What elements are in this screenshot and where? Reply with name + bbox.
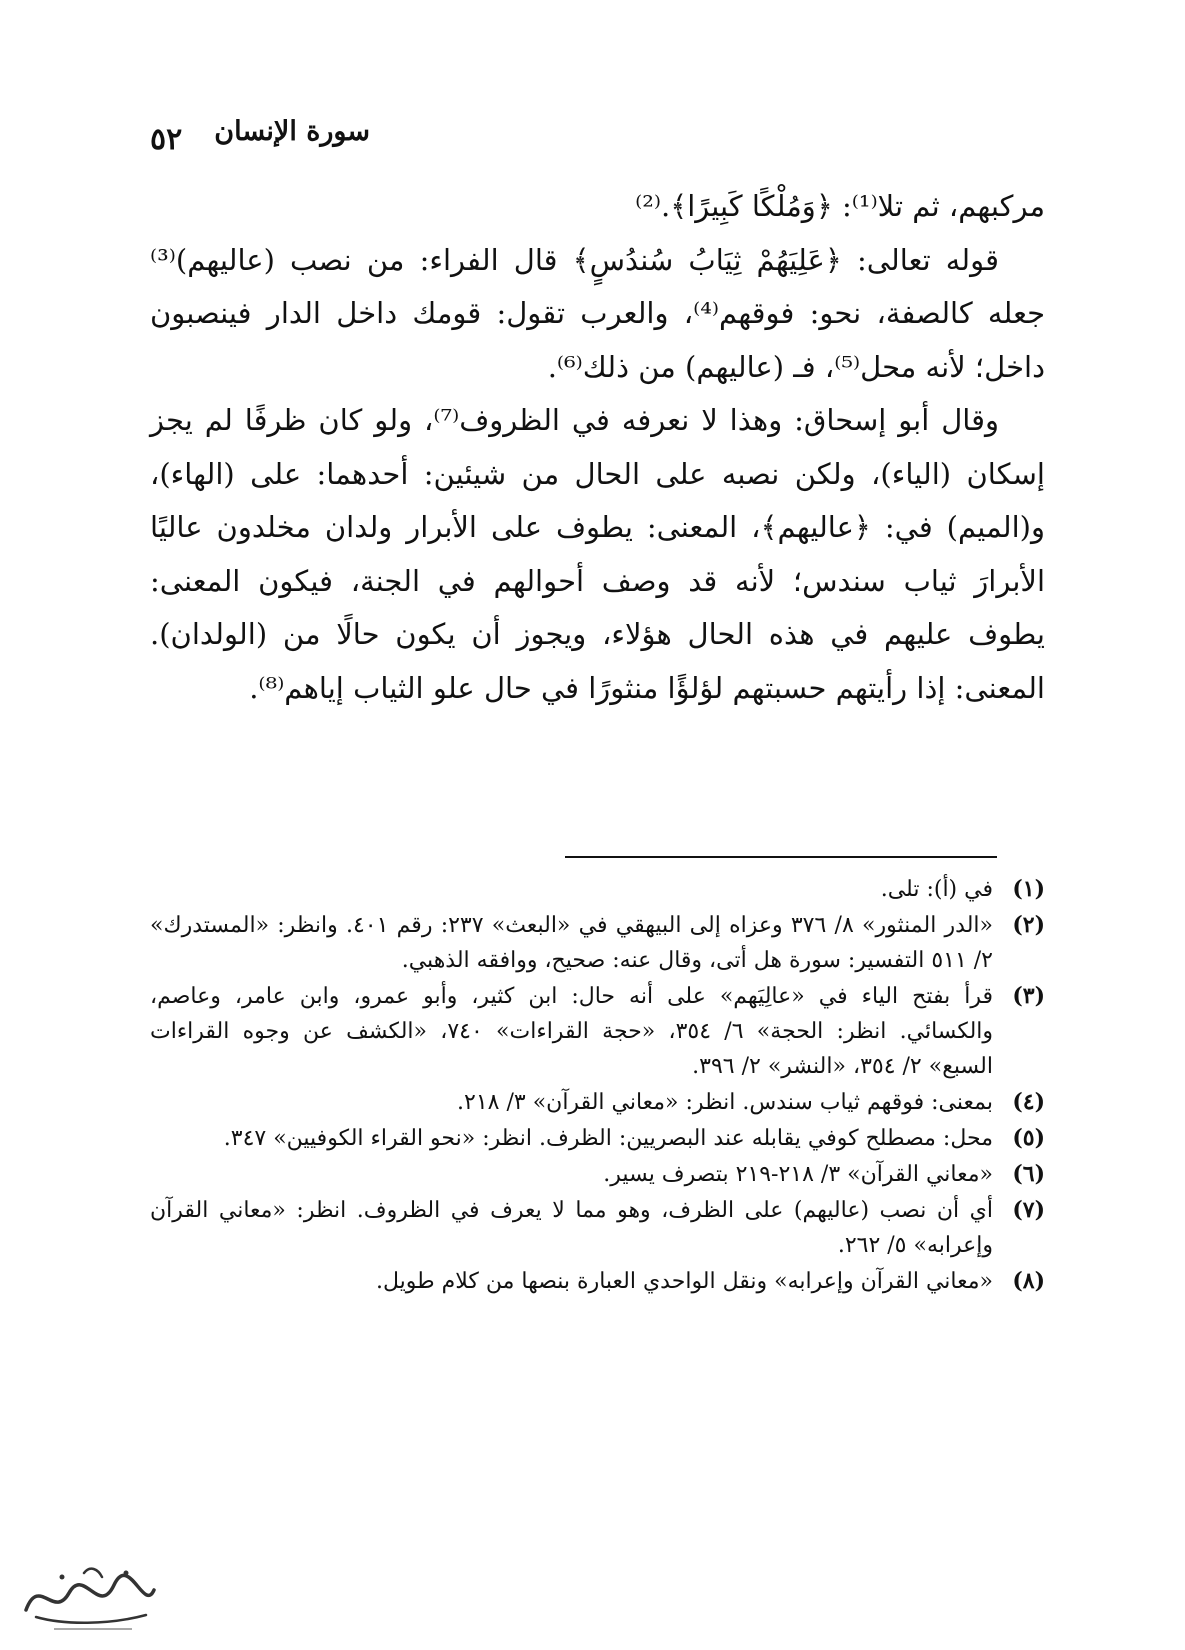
main-text — [150, 180, 1045, 715]
footnote — [150, 1193, 1045, 1263]
footnote-text: محل: مصطلح كوفي يقابله عند البصريين: الظرف. انظر: «نحو القراء الكوفيين» ٣٤٧. — [223, 1126, 993, 1151]
footnote-text: «معاني القرآن» ٣/ ٢١٨-٢١٩ بتصرف يسير. — [603, 1162, 993, 1187]
footnote-number: (١) — [1012, 876, 1045, 902]
footnote-number: (٦) — [1012, 1161, 1045, 1187]
footnote-separator — [565, 856, 997, 858]
footnote — [150, 1085, 1045, 1120]
footnote-number: (٨) — [1012, 1268, 1045, 1294]
footnote-number: (٧) — [1012, 1197, 1045, 1223]
footnote-text: «معاني القرآن وإعرابه» ونقل الواحدي العبارة بنصها من كلام طويل. — [375, 1269, 993, 1294]
footnote — [150, 908, 1045, 978]
footnote-text: قرأ بفتح الياء في «عالِيَهم» على أنه حال: ابن كثير، وأبو عمرو، وابن عامر، وعاصم، والكسائي. انظر: الحجة» ٦/ ٣٥٤، «حجة القراءات» ٧٤٠، «الكشف عن وجوه القراءات السبع» ٢/ ٣٥٤، «النشر» ٢/ ٣٩٦. — [150, 984, 994, 1079]
footnote-number: (٥) — [1012, 1125, 1045, 1151]
footnote-text: «الدر المنثور» ٨/ ٣٧٦ وعزاه إلى البيهقي في «البعث» ٢٣٧: رقم ٤٠١. وانظر: «المستدرك» ٢/ ٥١١ التفسير: سورة هل أتى، وقال عنه: صحيح، ووافقه الذهبي. — [150, 913, 993, 973]
footnote-text: بمعنى: فوقهم ثياب سندس. انظر: «معاني القرآن» ٣/ ٢١٨. — [457, 1090, 993, 1115]
footnote — [150, 872, 1045, 907]
footnote-number: (٢) — [1012, 912, 1045, 938]
footnote — [150, 1264, 1045, 1299]
footnote-number: (٤) — [1012, 1089, 1045, 1115]
footnote-number: (٣) — [1012, 983, 1045, 1009]
footnote — [150, 979, 1045, 1084]
footnotes — [150, 872, 1045, 1300]
paragraph: مركبهم، ثم تلا⁽¹⁾: ﴿وَمُلْكًا كَبِيرًا﴾.⁽²⁾ — [635, 189, 1045, 223]
surah-title: سورة الإنسان — [214, 116, 370, 147]
page-number: ٥٢ — [150, 122, 183, 157]
paragraph: وقال أبو إسحاق: وهذا لا نعرفه في الظروف⁽⁷⁾، ولو كان ظرفًا لم يجز إسكان (الياء)، ولكن نصبه على الحال من شيئين: أحدهما: على (الهاء)، و(الميم) في: ﴿عاليهم﴾، المعنى: يطوف على الأبرار ولدان مخلدون عاليًا الأبرارَ ثياب سندس؛ لأنه قد وصف أحوالهم في الجنة، فيكون المعنى: يطوف عليهم في هذه الحال هؤلاء، ويجوز أن يكون حالًا من (الولدان). المعنى: إذا رأيتهم حسبتهم لؤلؤًا منثورًا في حال علو الثياب إياهم⁽⁸⁾. — [150, 403, 1045, 705]
footnote-text: أي أن نصب (عاليهم) على الظرف، وهو مما لا يعرف في الظروف. انظر: «معاني القرآن وإعرابه» ٥/ ٢٦٢. — [150, 1198, 993, 1258]
footnote-text: في (أ): تلى. — [880, 877, 993, 902]
paragraph: قوله تعالى: ﴿عَلِيَهُمْ ثِيَابُ سُندُسٍ﴾ قال الفراء: من نصب (عاليهم)⁽³⁾ جعله كالصفة، نحو: فوقهم⁽⁴⁾، والعرب تقول: قومك داخل الدار فينصبون داخل؛ لأنه محل⁽⁵⁾، فـ (عاليهم) من ذلك⁽⁶⁾. — [150, 242, 1046, 384]
footnote — [150, 1121, 1045, 1156]
footnote — [150, 1157, 1045, 1192]
calligraphy-logo — [14, 1555, 164, 1635]
